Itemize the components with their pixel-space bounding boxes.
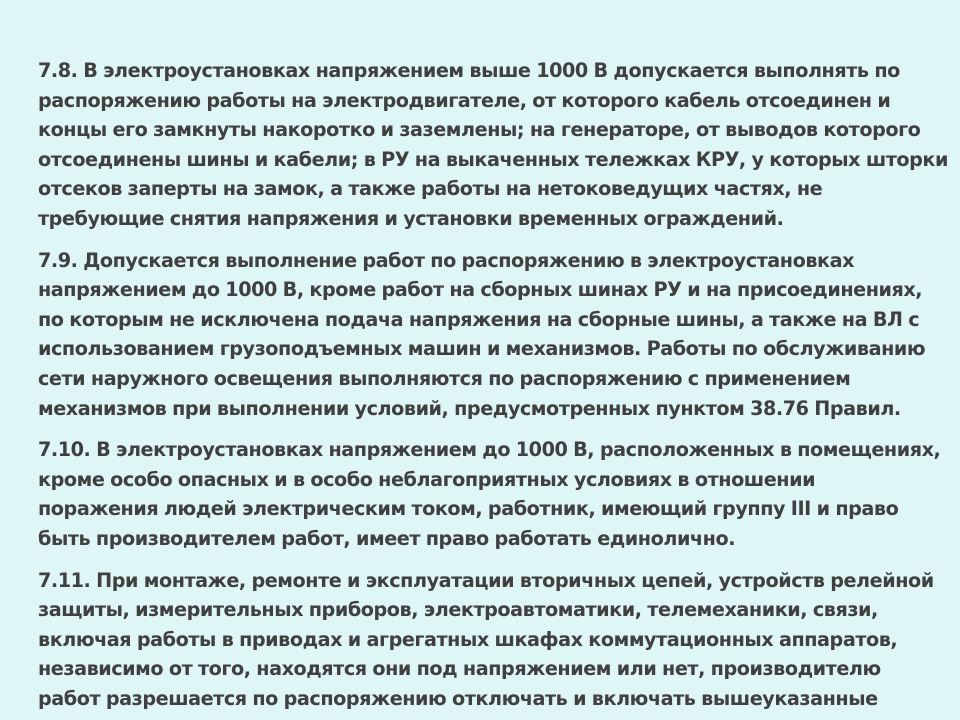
- text-line: механизмов при выполнении условий, предусмотренных пунктом 38.76 Правил.: [38, 396, 901, 420]
- paragraph-7-9: [38, 246, 934, 424]
- text-line: 7.9. Допускается выполнение работ по распоряжению в электроустановках: [38, 248, 855, 272]
- paragraph-7-8: [38, 56, 949, 234]
- text-line: поражения людей электрическим током, работник, имеющий группу III и право: [38, 497, 899, 521]
- paragraph-7-10: [38, 435, 941, 553]
- text-line: напряжением до 1000 В, кроме работ на сборных шинах РУ и на присоединениях,: [38, 278, 923, 302]
- text-line: кроме особо опасных и в особо неблагоприятных условиях в отношении: [38, 467, 816, 491]
- text-line: использованием грузоподъемных машин и механизмов. Работы по обслуживанию: [38, 337, 926, 361]
- text-line: 7.8. В электроустановках напряжением выше 1000 В допускается выполнять по: [38, 59, 900, 82]
- text-line: сети наружного освещения выполняются по распоряжению с применением: [38, 366, 851, 390]
- text-line: отсоединены шины и кабели; в РУ на выкаченных тележках КРУ, у которых шторки: [38, 147, 949, 171]
- text-line: независимо от того, находятся они под напряжением или нет, производителю: [38, 657, 881, 681]
- text-line: 7.11. При монтаже, ремонте и эксплуатации вторичных цепей, устройств релейной: [38, 568, 934, 592]
- text-line: быть производителем работ, имеет право работать единолично.: [38, 526, 736, 550]
- text-line: распоряжению работы на электродвигателе, от которого кабель отсоединен и: [38, 88, 891, 112]
- text-line: 7.10. В электроустановках напряжением до 1000 В, расположенных в помещениях,: [38, 438, 941, 462]
- paragraph-7-11: [38, 566, 934, 714]
- text-line: работ разрешается по распоряжению отключать и включать вышеуказанные: [38, 686, 878, 710]
- text-line: отсеков заперты на замок, а также работы на нетоковедущих частях, не: [38, 177, 823, 201]
- document-body: [38, 56, 949, 720]
- text-line: включая работы в приводах и агрегатных шкафах коммутационных аппаратов,: [38, 627, 898, 651]
- text-line: концы его замкнуты накоротко и заземлены; на генераторе, от выводов которого: [38, 118, 921, 142]
- text-line: защиты, измерительных приборов, электроавтоматики, телемеханики, связи,: [38, 598, 878, 622]
- text-line: по которым не исключена подача напряжения на сборные шины, а также на ВЛ с: [38, 307, 920, 331]
- text-line: требующие снятия напряжения и установки временных ограждений.: [38, 206, 784, 230]
